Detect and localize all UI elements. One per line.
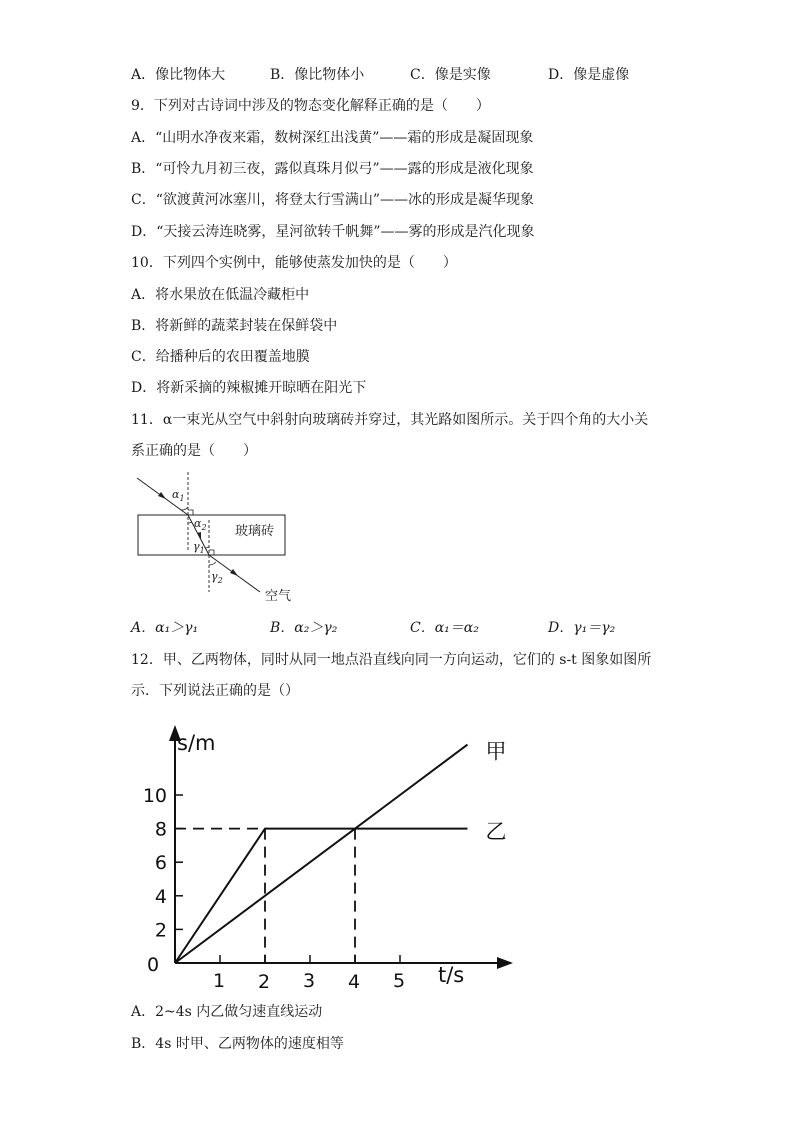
q9-option-a: A．“山明水净夜来霜，数树深红出浅黄”——霜的形成是凝固现象 (131, 130, 534, 146)
x-tick-label: 5 (392, 970, 406, 992)
q12-stem-line2: 示．下列说法正确的是（） (131, 683, 299, 699)
q11-option-d: D．γ₁＝γ₂ (548, 620, 616, 636)
y-axis-label: s/m (177, 731, 216, 755)
q8-option-d: D．像是虚像 (548, 67, 630, 83)
glass-label: 玻璃砖 (235, 524, 275, 539)
gamma2-arc (209, 562, 216, 565)
refracted-ray-arrow (197, 532, 201, 540)
y-tick-label: 8 (154, 818, 167, 841)
origin-label: 0 (147, 954, 160, 976)
q9-option-c: C．“欲渡黄河冰塞川，将登太行雪满山”——冰的形成是凝华现象 (131, 192, 535, 208)
air-label: 空气 (265, 589, 292, 604)
emergent-ray-arrow (230, 569, 238, 576)
x-axis-arrow (497, 957, 513, 969)
q11-option-a: A．α₁＞γ₁ (131, 620, 199, 636)
gamma1-label: $\gamma_1$ (193, 540, 205, 555)
right-angle-mark-top (188, 510, 193, 515)
y-tick-label: 4 (154, 885, 167, 908)
q11-option-c: C．α₁＝α₂ (410, 620, 479, 636)
right-angle-mark-bottom (209, 550, 214, 555)
series-line-jia (175, 745, 468, 963)
alpha2-label: $\alpha_2$ (194, 517, 207, 532)
st-chart (120, 715, 540, 995)
q10-option-a: A．将水果放在低温冷藏柜中 (131, 287, 310, 303)
q10-stem: 10．下列四个实例中，能够使蒸发加快的是（ ） (131, 255, 457, 271)
q11-refraction-figure (125, 470, 315, 610)
alpha2-arc (188, 522, 192, 523)
series-label-yi: 乙 (485, 819, 507, 844)
x-tick-label: 4 (347, 971, 361, 993)
q8-option-b: B．像比物体小 (270, 67, 365, 83)
q11-stem-line2: 系正确的是（ ） (131, 443, 257, 459)
q9-option-d: D．“天接云涛连晓雾，星河欲转千帆舞”——雾的形成是汽化现象 (131, 224, 535, 240)
q12-option-a: A．2~4s 内乙做匀速直线运动 (131, 1004, 323, 1020)
q11-stem-line1: 11．α一束光从空气中斜射向玻璃砖并穿过，其光路如图所示。关于四个角的大小关 (131, 412, 649, 428)
incident-ray-arrow (158, 492, 166, 499)
q10-option-b: B．将新鲜的蔬菜封装在保鲜袋中 (131, 318, 338, 334)
q9-option-b: B．“可怜九月初三夜，露似真珠月似弓”——露的形成是液化现象 (131, 161, 534, 177)
q11-option-b: B．α₂＞γ₂ (270, 620, 338, 636)
q12-option-b: B．4s 时甲、乙两物体的速度相等 (131, 1036, 344, 1052)
q8-option-a: A．像比物体大 (131, 67, 226, 83)
series-line-yi (175, 829, 468, 963)
q10-option-d: D．将新采摘的辣椒摊开晾晒在阳光下 (131, 380, 367, 396)
q9-stem: 9．下列对古诗词中涉及的物态变化解释正确的是（ ） (131, 98, 490, 114)
alpha1-label: $\alpha_1$ (172, 488, 185, 503)
x-tick-label: 2 (257, 971, 271, 993)
q12-stem-line1: 12．甲、乙两物体，同时从同一地点沿直线向同一方向运动，它们的 s-t 图象如图所 (131, 652, 652, 668)
series-label-jia: 甲 (485, 739, 507, 764)
y-tick-label: 6 (154, 852, 167, 875)
x-axis-label: t/s (438, 963, 465, 987)
alpha1-arc (181, 507, 188, 510)
x-tick-label: 1 (212, 970, 226, 992)
q8-option-c: C．像是实像 (410, 67, 491, 83)
x-tick-label: 3 (302, 970, 316, 992)
y-tick-label: 10 (142, 785, 167, 807)
gamma2-label: $\gamma_2$ (211, 570, 223, 585)
q10-option-c: C．给播种后的农田覆盖地膜 (131, 349, 310, 365)
y-tick-label: 2 (154, 919, 167, 942)
